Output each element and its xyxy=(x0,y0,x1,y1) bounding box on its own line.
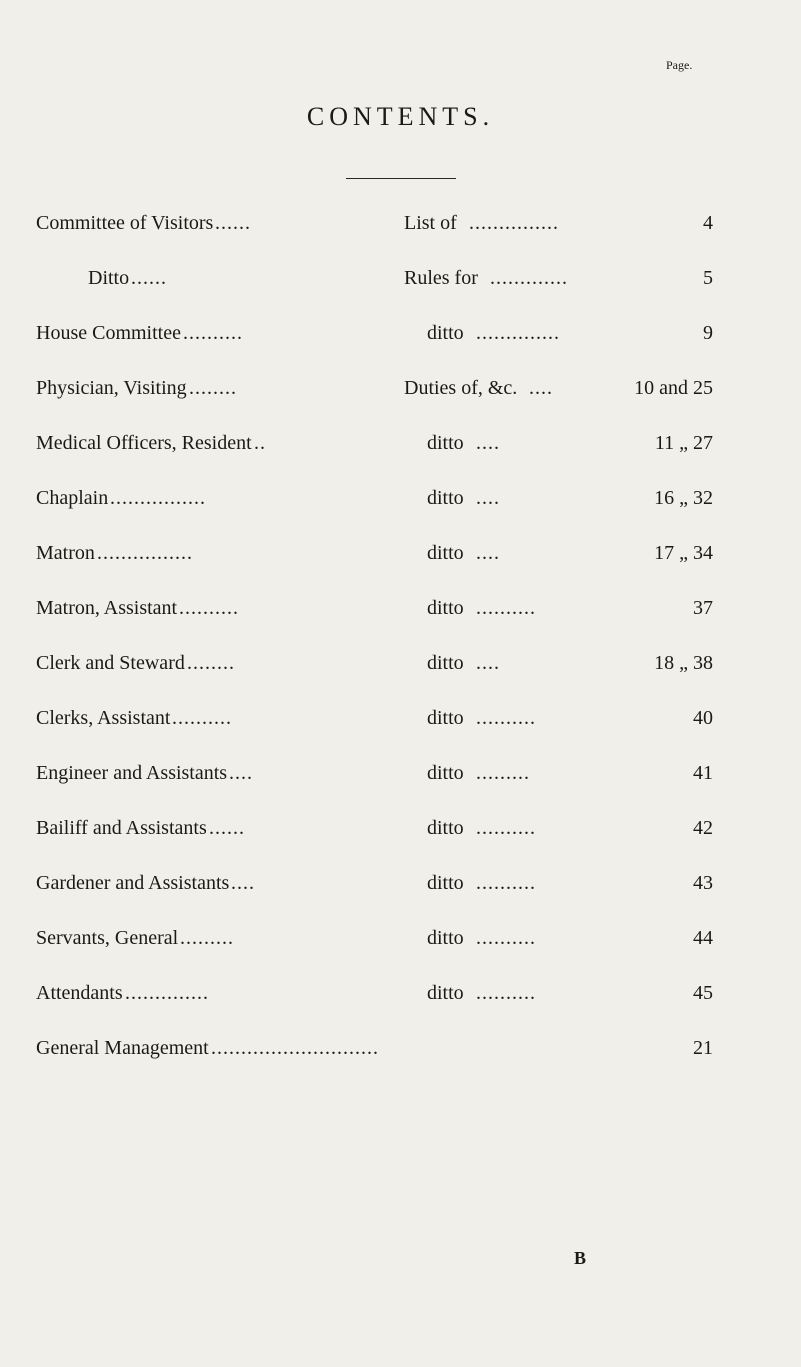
entry-fill-dots: .... xyxy=(476,542,500,564)
entry-category: ditto xyxy=(427,597,464,619)
title-rule xyxy=(346,178,456,179)
entry-category: List of xyxy=(404,212,457,234)
list-item xyxy=(0,373,801,403)
entry-pages: 18 „ 38 xyxy=(654,652,713,674)
entry-pages: 16 „ 32 xyxy=(654,487,713,509)
entry-pages: 42 xyxy=(693,817,713,839)
entry-fill-dots: .............. xyxy=(476,322,560,344)
entry-subject: General Management xyxy=(36,1037,209,1059)
entry-pages: 43 xyxy=(693,872,713,894)
entry-pages: 41 xyxy=(693,762,713,784)
entry-fill-dots: ............... xyxy=(469,212,559,234)
page-title: CONTENTS. xyxy=(306,102,495,131)
entry-leader-dots: .............. xyxy=(125,982,209,1004)
entry-pages: 44 xyxy=(693,927,713,949)
list-item xyxy=(0,538,801,568)
entry-subject: Servants, General xyxy=(36,927,179,949)
entry-category: ditto xyxy=(427,817,464,839)
entry-subject: Physician, Visiting xyxy=(36,377,187,399)
list-item xyxy=(0,648,801,678)
entry-category: ditto xyxy=(427,762,464,784)
entry-fill-dots: .......... xyxy=(476,872,536,894)
entry-leader-dots: ................ xyxy=(97,542,193,564)
entry-fill-dots: .......... xyxy=(476,597,536,619)
entry-pages: 21 xyxy=(693,1037,713,1059)
list-item xyxy=(0,978,801,1008)
entry-pages: 5 xyxy=(703,267,713,289)
entry-fill-dots: ............. xyxy=(490,267,568,289)
entry-leader-dots: .... xyxy=(229,762,253,784)
entry-pages: 45 xyxy=(693,982,713,1004)
entry-pages: 17 „ 34 xyxy=(654,542,713,564)
entry-fill-dots: ............................ xyxy=(211,1037,379,1059)
entry-leader-dots: ......... xyxy=(180,927,234,949)
list-item xyxy=(0,813,801,843)
page-column-heading: Page. xyxy=(666,58,693,72)
entry-leader-dots: ................ xyxy=(110,487,206,509)
entry-pages: 10 and 25 xyxy=(634,377,713,399)
list-item xyxy=(0,593,801,623)
entry-category: ditto xyxy=(427,487,464,509)
entry-category: ditto xyxy=(427,982,464,1004)
list-item xyxy=(0,868,801,898)
list-item xyxy=(0,318,801,348)
entry-category: ditto xyxy=(427,927,464,949)
list-item xyxy=(0,263,801,293)
entry-fill-dots: .......... xyxy=(476,982,536,1004)
entry-leader-dots: ...... xyxy=(131,267,167,289)
entry-subject: Chaplain xyxy=(36,487,109,509)
entry-subject: Medical Officers, Resident xyxy=(36,432,252,454)
entry-subject: Clerk and Steward xyxy=(36,652,185,674)
list-item xyxy=(0,758,801,788)
entry-fill-dots: .......... xyxy=(476,707,536,729)
entry-subject: Gardener and Assistants xyxy=(36,872,230,894)
entry-pages: 40 xyxy=(693,707,713,729)
entry-pages: 4 xyxy=(703,212,713,234)
list-item xyxy=(0,428,801,458)
entry-subject: Clerks, Assistant xyxy=(36,707,171,729)
list-item xyxy=(0,923,801,953)
entry-pages: 9 xyxy=(703,322,713,344)
entry-fill-dots: .... xyxy=(476,432,500,454)
entry-category: ditto xyxy=(427,872,464,894)
entry-category: ditto xyxy=(427,322,464,344)
entry-category: ditto xyxy=(427,542,464,564)
entry-category: ditto xyxy=(427,652,464,674)
entry-subject: Bailiff and Assistants xyxy=(36,817,207,839)
entry-subject: Matron, Assistant xyxy=(36,597,178,619)
entry-pages: 11 „ 27 xyxy=(654,432,713,454)
entry-subject: Engineer and Assistants xyxy=(36,762,228,784)
entry-fill-dots: .... xyxy=(476,487,500,509)
list-item xyxy=(0,483,801,513)
entry-leader-dots: .... xyxy=(231,872,255,894)
entry-pages: 37 xyxy=(693,597,713,619)
entry-fill-dots: .... xyxy=(476,652,500,674)
entry-subject: Matron xyxy=(36,542,95,564)
entry-category: Rules for xyxy=(404,267,478,289)
entry-leader-dots: ........ xyxy=(189,377,237,399)
entry-subject: Ditto xyxy=(88,267,130,289)
entry-fill-dots: .... xyxy=(529,377,553,399)
entry-fill-dots: .......... xyxy=(476,817,536,839)
entry-subject: Committee of Visitors xyxy=(36,212,214,234)
entry-category: Duties of, &c. xyxy=(404,377,518,399)
entry-leader-dots: ...... xyxy=(209,817,245,839)
entry-leader-dots: .......... xyxy=(172,707,232,729)
entry-leader-dots: .. xyxy=(254,432,266,454)
entry-fill-dots: .......... xyxy=(476,927,536,949)
signature-mark: B xyxy=(574,1248,587,1268)
entry-subject: Attendants xyxy=(36,982,123,1004)
list-item xyxy=(0,1033,801,1063)
entry-fill-dots: ......... xyxy=(476,762,530,784)
entry-leader-dots: .......... xyxy=(183,322,243,344)
entry-category: ditto xyxy=(427,432,464,454)
entry-subject: House Committee xyxy=(36,322,181,344)
entry-leader-dots: .......... xyxy=(179,597,239,619)
entry-category: ditto xyxy=(427,707,464,729)
list-item xyxy=(0,703,801,733)
entry-leader-dots: ...... xyxy=(215,212,251,234)
list-item xyxy=(0,208,801,238)
entry-leader-dots: ........ xyxy=(187,652,235,674)
